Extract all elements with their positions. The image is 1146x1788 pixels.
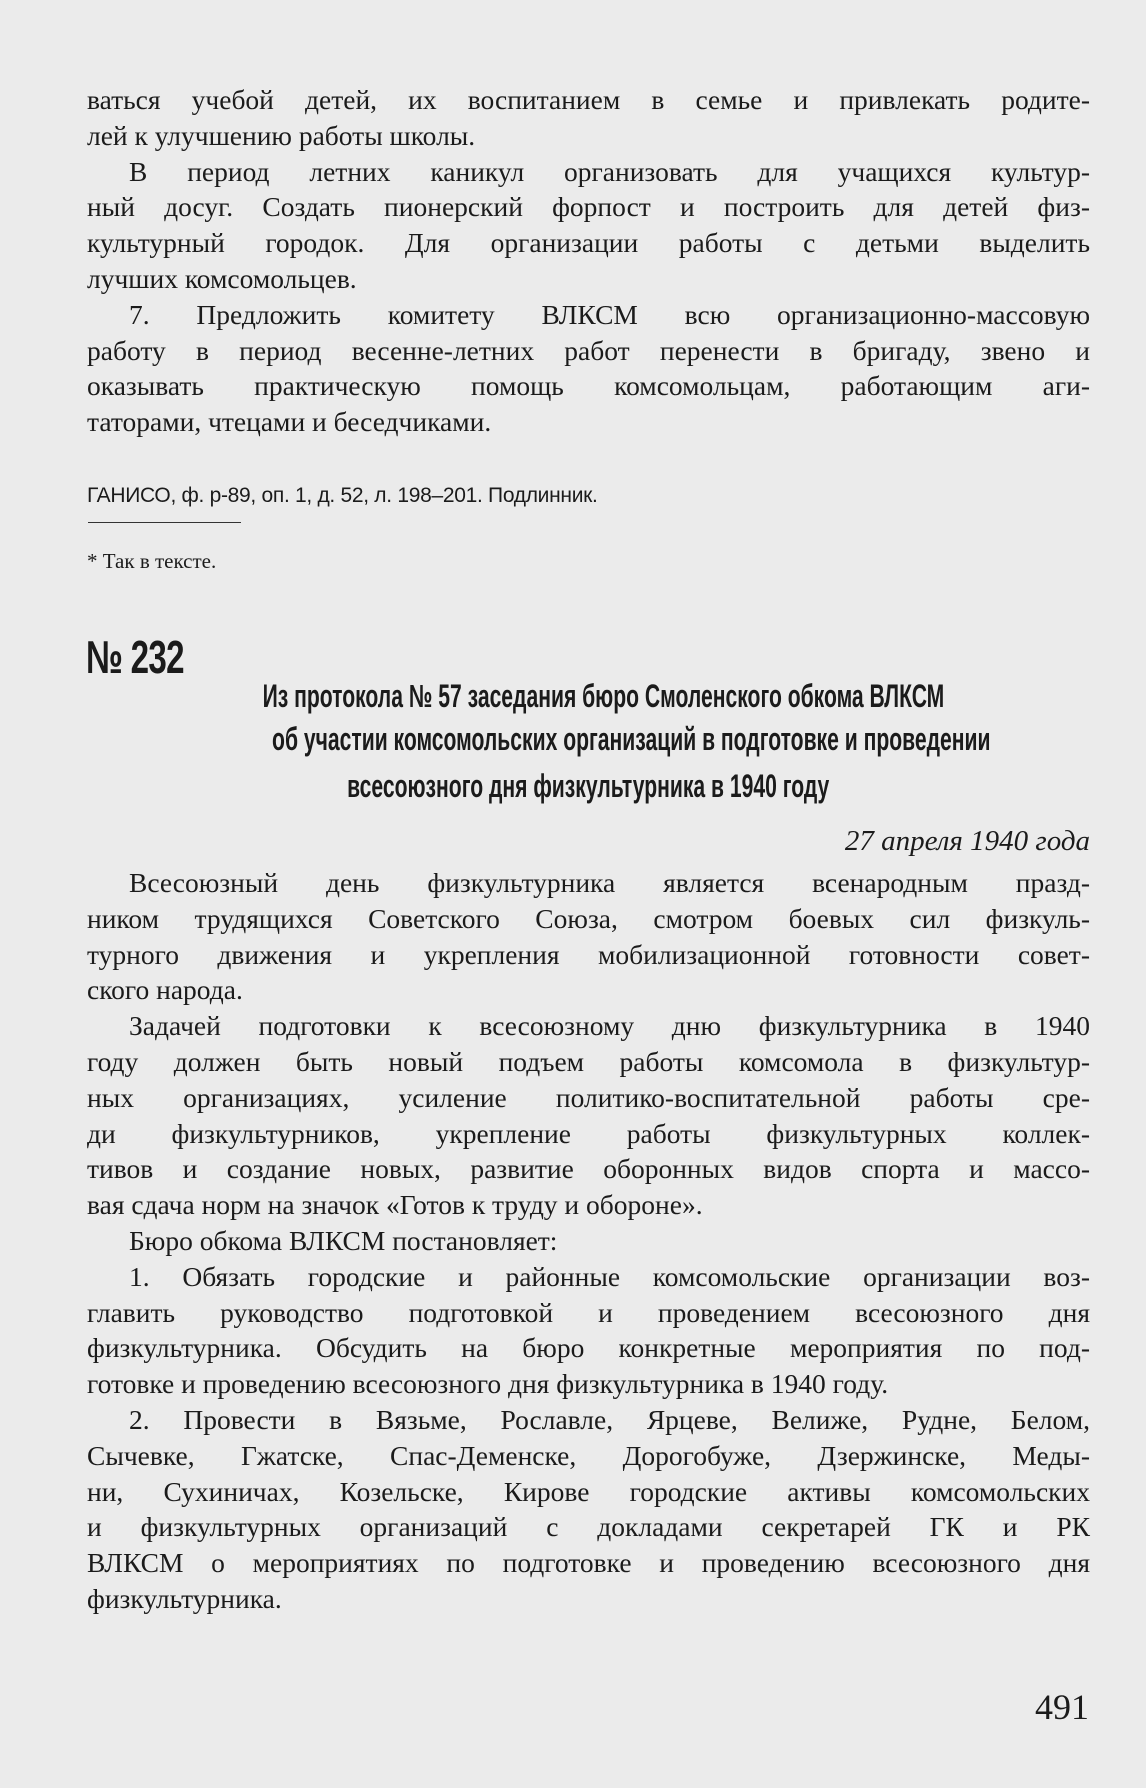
text-line: Сычевке, Гжатске, Спас-Деменске, Дорогобуже, Дзержинске, Меды- (87, 1439, 1090, 1471)
text-line: 1. Обязать городские и районные комсомольские организации воз- (129, 1260, 1090, 1292)
text-line: работу в период весенне-летних работ перенести в бригаду, звено и (87, 334, 1090, 366)
text-line: ваться учебой детей, их воспитанием в семье и привлекать родите- (87, 84, 1090, 115)
text-line: ского народа. (87, 974, 243, 1006)
text-line: Задачей подготовки к всесоюзному дню физкультурника в 1940 (129, 1010, 1090, 1042)
text-line: готовке и проведению всесоюзного дня физкультурника в 1940 году. (87, 1368, 889, 1400)
footnote-separator (88, 522, 241, 523)
text-line: В период летних каникул организовать для учащихся культур- (129, 155, 1090, 187)
text-line: турного движения и укрепления мобилизационной готовности совет- (87, 938, 1090, 970)
text-line: таторами, чтецами и беседчиками. (87, 406, 492, 438)
text-line: и физкультурных организаций с докладами секретарей ГК и РК (87, 1511, 1090, 1543)
paragraph (87, 154, 1090, 297)
paragraph (87, 297, 1090, 440)
document-title-line: Из протокола № 57 заседания бюро Смоленского обкома ВЛКСМ (262, 678, 945, 714)
text-line: лучших комсомольцев. (87, 262, 357, 294)
text-line: главить руководство подготовкой и проведением всесоюзного дня (87, 1296, 1090, 1328)
page-number: 491 (1035, 1687, 1089, 1727)
text-line: ни, Сухиничах, Козельске, Кирове городские активы комсомольских (87, 1475, 1090, 1507)
paragraph (87, 82, 1090, 154)
text-line: ником трудящихся Советского Союза, смотром боевых сил физкуль- (87, 902, 1090, 934)
text-line: году должен быть новый подъем работы комсомола в физкультур- (87, 1045, 1090, 1077)
document-title-line: об участии комсомольских организаций в подготовке и проведении (272, 721, 991, 757)
text-line: культурный городок. Для организации работы с детьми выделить (87, 227, 1090, 259)
text-line: ди физкультурников, укрепление работы физкультурных коллек- (87, 1117, 1090, 1149)
paragraph (87, 1402, 1090, 1617)
text-line: Бюро обкома ВЛКСМ постановляет: (129, 1224, 558, 1256)
document-title-line: всесоюзного дня физкультурника в 1940 году (347, 768, 830, 804)
text-line: ВЛКСМ о мероприятиях по подготовке и проведению всесоюзного дня (87, 1547, 1090, 1579)
document-date: 27 апреля 1940 года (844, 825, 1090, 857)
text-line: ных организациях, усиление политико-воспитательной работы сре- (87, 1081, 1090, 1113)
text-line: лей к улучшению работы школы. (87, 119, 476, 151)
text-line: оказывать практическую помощь комсомольцам, работающим аги- (87, 370, 1090, 402)
text-line: тивов и создание новых, развитие оборонных видов спорта и массо- (87, 1153, 1090, 1185)
footnote: * Так в тексте. (87, 549, 217, 573)
text-line: физкультурника. (87, 1582, 282, 1614)
continued-text (87, 82, 1090, 440)
paragraph (87, 1259, 1090, 1402)
text-line: 2. Провести в Вязьме, Рославле, Ярцеве, Велиже, Рудне, Белом, (129, 1403, 1090, 1435)
text-line: ный досуг. Создать пионерский форпост и построить для детей физ- (87, 191, 1090, 223)
text-line: вая сдача норм на значок «Готов к труду и обороне». (87, 1189, 703, 1221)
paragraph (87, 1223, 1090, 1259)
text-line: Всесоюзный день физкультурника является всенародным празд- (129, 867, 1090, 898)
document-number: № 232 (86, 631, 184, 683)
archive-reference: ГАНИСО, ф. р-89, оп. 1, д. 52, л. 198–201. Подлинник. (87, 484, 598, 507)
text-line: физкультурника. Обсудить на бюро конкретные мероприятия по под- (87, 1332, 1090, 1364)
document-body (87, 865, 1090, 1617)
paragraph (87, 1008, 1090, 1223)
paragraph (87, 865, 1090, 1008)
text-line: 7. Предложить комитету ВЛКСМ всю организационно-массовую (129, 298, 1090, 330)
